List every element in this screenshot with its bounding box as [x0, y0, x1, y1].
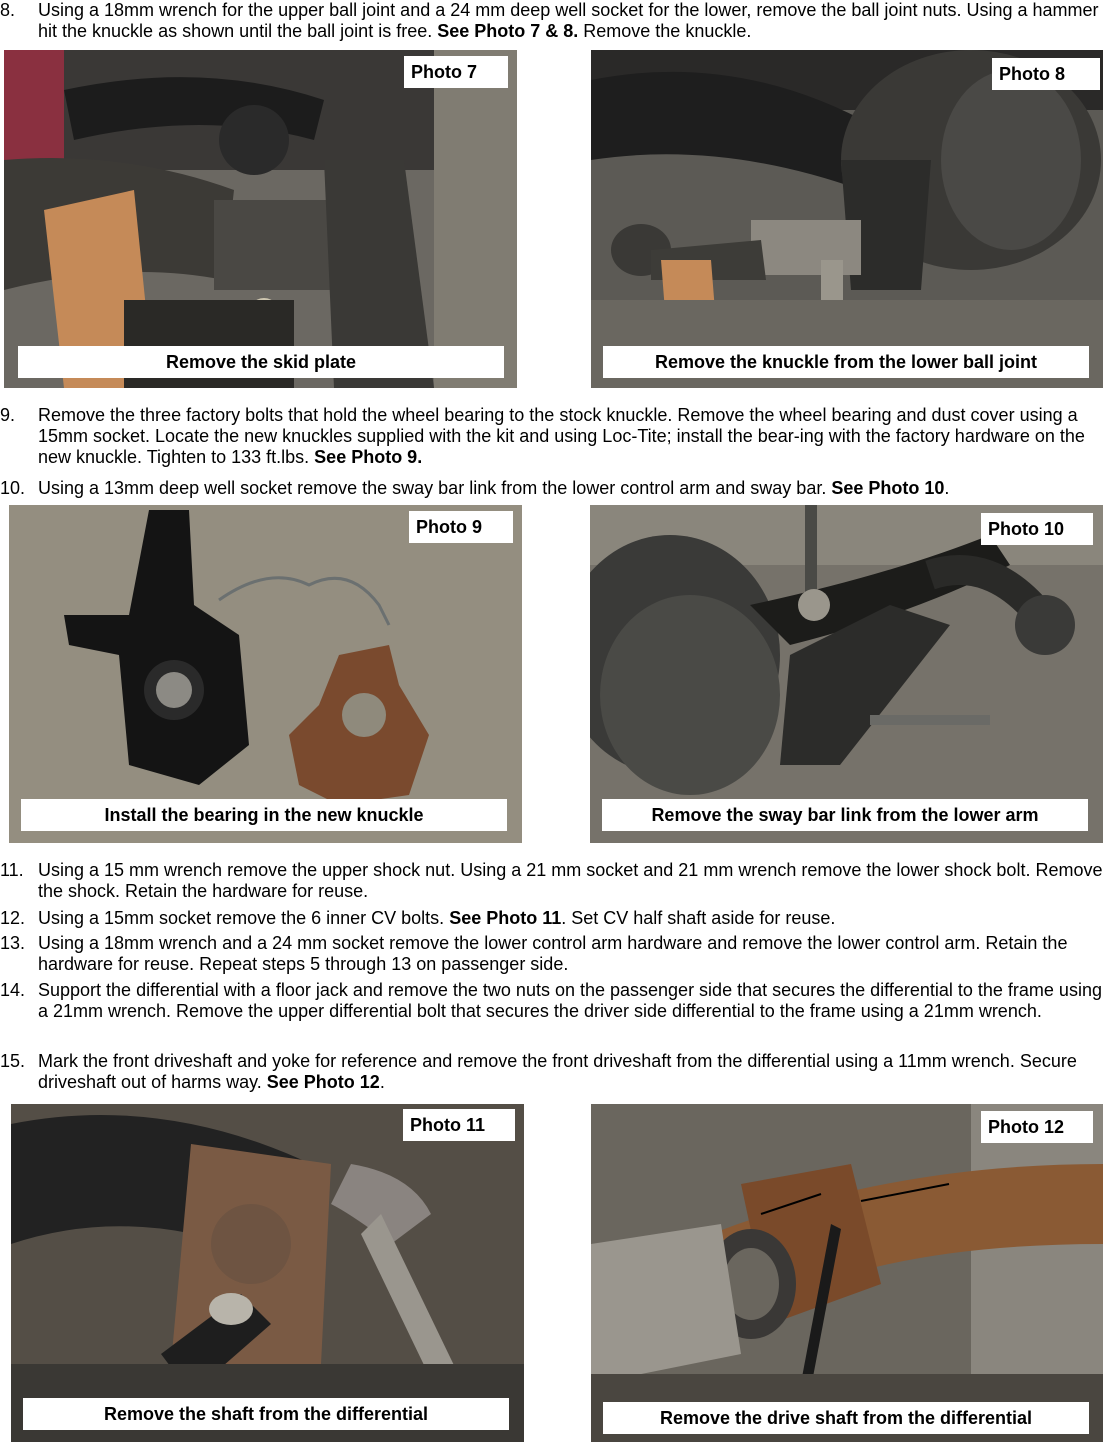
- step-number: 8.: [0, 0, 16, 20]
- step-number: 13.: [0, 933, 26, 953]
- photo-label: Photo 7: [404, 56, 508, 88]
- photo-label: Photo 12: [981, 1111, 1093, 1143]
- step-number: 14.: [0, 980, 26, 1000]
- photo-7-image: [4, 50, 517, 388]
- photo-8: [591, 50, 1103, 388]
- photo-caption: Remove the skid plate: [18, 346, 504, 378]
- photo-10-image: [590, 505, 1103, 843]
- photo-12-image: [591, 1104, 1103, 1442]
- photo-label: Photo 10: [981, 513, 1093, 545]
- photo-7: [4, 50, 517, 388]
- photo-caption: Remove the shaft from the differential: [23, 1398, 509, 1430]
- step-number: 12.: [0, 908, 26, 928]
- step-text: Using a 18mm wrench for the upper ball joint and a 24 mm deep well socket for the lower, remove the ball joint nuts. Using a hammer hit the knuckle as shown until the ball joint is free. See Photo 7 & 8. Remove the knuckle.: [38, 0, 1099, 41]
- photo-caption: Install the bearing in the new knuckle: [21, 799, 507, 831]
- photo-10: [590, 505, 1103, 843]
- photo-caption: Remove the drive shaft from the differential: [603, 1402, 1089, 1434]
- photo-11: [11, 1104, 524, 1442]
- photo-12: [591, 1104, 1103, 1442]
- photo-label: Photo 8: [992, 58, 1100, 90]
- photo-11-image: [11, 1104, 524, 1442]
- step-number: 9.: [0, 405, 16, 425]
- step-number: 10.: [0, 478, 26, 498]
- step-text: Using a 15mm socket remove the 6 inner CV bolts. See Photo 11. Set CV half shaft aside for reuse.: [38, 908, 836, 928]
- photo-8-image: [591, 50, 1103, 388]
- photo-9: [9, 505, 522, 843]
- step-text: Using a 13mm deep well socket remove the sway bar link from the lower control arm and sway bar. See Photo 10.: [38, 478, 950, 498]
- step-text: Using a 18mm wrench and a 24 mm socket remove the lower control arm hardware and remove the lower control arm. Retain the hardware for reuse. Repeat steps 5 through 13 on passenger side.: [38, 933, 1068, 974]
- step-text: Remove the three factory bolts that hold the wheel bearing to the stock knuckle. Remove the wheel bearing and dust cover using a 15mm socket. Locate the new knuckles supplied with the kit and using Loc-Tite; install the bear-ing with the factory hardware on the new knuckle. Tighten to 133 ft.lbs. See Photo 9.: [38, 405, 1085, 467]
- step-number: 11.: [0, 860, 24, 880]
- photo-label: Photo 9: [409, 511, 513, 543]
- photo-caption: Remove the sway bar link from the lower arm: [602, 799, 1088, 831]
- photo-caption: Remove the knuckle from the lower ball joint: [603, 346, 1089, 378]
- step-text: Support the differential with a floor jack and remove the two nuts on the passenger side that secures the differential to the frame using a 21mm wrench. Remove the upper differential bolt that secures the driver side differential to the frame using a 21mm wrench.: [38, 980, 1102, 1021]
- step-number: 15.: [0, 1051, 26, 1071]
- photo-9-image: [9, 505, 522, 843]
- step-text: Mark the front driveshaft and yoke for reference and remove the front driveshaft from the differential using a 11mm wrench. Secure driveshaft out of harms way. See Photo 12.: [38, 1051, 1077, 1092]
- step-text: Using a 15 mm wrench remove the upper shock nut. Using a 21 mm socket and 21 mm wrench remove the lower shock bolt. Remove the shock. Retain the hardware for reuse.: [38, 860, 1103, 901]
- photo-label: Photo 11: [403, 1109, 515, 1141]
